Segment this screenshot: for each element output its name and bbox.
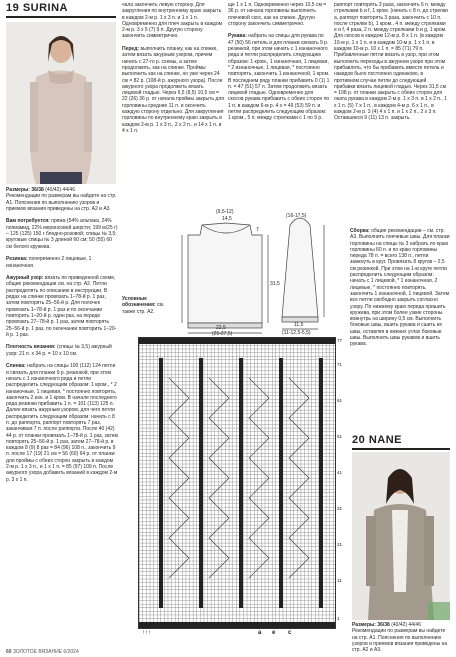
chart-row-numbers: [337, 338, 351, 628]
row-number: 51: [337, 434, 343, 439]
legend-heading: Условные обозначения:: [122, 296, 156, 309]
rib-text: попеременно 2 лицевые, 1 изнаночная.: [6, 256, 93, 269]
sizes-values: (40/42) 44/46: [43, 187, 75, 193]
density-text: (спицы № 3,5) ажурный узор: 21 п. х 34 р. = 10 х 10 см.: [6, 344, 114, 357]
column-5: [350, 228, 450, 408]
sizes-text: Рекомендации по размерам вы найдете на стр. А1. Пояснения по выполнению узоров и приемов вязания приведены на стр. А2 и А3.: [6, 193, 118, 212]
section-title: NANE: [368, 434, 402, 446]
model-photo-surina: [6, 22, 116, 184]
header-rule: [6, 16, 116, 18]
materials-heading: Вам потребуется:: [6, 218, 50, 225]
sizes-heading: Размеры: 36/38: [352, 622, 390, 628]
dim-length: 31,5: [270, 281, 280, 287]
knitting-chart: [138, 337, 336, 629]
assembly-text: общие рекомендации – см. стр. А3. Выполнить плечевые швы. Для планки горловины на спицы № 3 набрать по краю горловины 60 п. и по краю горловины переда 78 п. = всего 138 п., петли замкнуть в круг. Провязать 8 кругов – 2,5 см резинкой. При этом на 1-м круге петли распределить следующим образом: начать с 1 лицевой, * 1 изнаночная, 2 лицевые, * постоянно повторять, закончить 1 изнаночной, 1 лицевой. Затем все петли свободно закрыть согласно узору. По нижнему краю переда пришить кружева, при этом более узкие стороны вовнутрь на ширину 0,5 см. Выполнить боковые швы, вшить рукава и сшить их швы, оставляя в нижних углах боковые швы. Выполнить швы рукавов и вшить рукава.: [350, 228, 451, 348]
col2-text: чала закончить левую сторону. Для закругления по внутреннему краю закрыть в каждом 2-м р. 1 х 3 п. и 1 х 1 п. Одновременно для плеч закрыть в каждом 2-м р. 3 х 5 (7) 9 п. Другую сторону закончить симметрично.: [122, 2, 224, 40]
front-text: выполнить планку, как на спинке, затем вязать ажурным узором, причем начать с 27-го р. схемы, а затем продолжить, как на спинке. Проймы выполнить как на спинке, но уже через 24 см = 82 р. (108-й р. ажурного узора). После ажурного узора продолжить вязать лицевой гладью. Через 6,5 (8,5) 10,5 см = 22 (26) 36 р. от начала проймы закрыть для горловины средние 11 п. и окончить каждую сторону отдельно. Для закругления горловины по внутреннему краю закрыть в каждом 2-м р. 1 х 3 п., 2 х 2 п., и 14 х 1 п. и 4 х 1 п.: [122, 46, 226, 134]
column-4: [334, 2, 448, 202]
page-footer: [6, 649, 79, 655]
col4-text: раппорт повторять 3 раза, закончить 6 п. между стрелками b и f, 1 кром. (начать с 8 п. до стрелки а, раппорт повторять 3 раза, закончить с 10 п. после стрелки b), 1 кром., 4 п. между стрелками e и f, 4 раза, 2 п. между стрелками b и g, 1 кром. Для скосов в каждом 12-м р. 8 х 1 п. (в каждом 10-м р. 1 х 1 п. и в каждом 10-м р. 1 х 1 п. в каждом 10-м р. 10 х 1 п. = 85 (71) 79 п. Прибавленные петли вязать в узор, при этом выполнить переходы в ажурном узоре при этом прибавлять, что бы прибавить вместе петель и накидов было постоянно одинаково, в противном случае петли до следующей прибавки вязать лицевой гладью. Через 31,5 см = 108 р. от планки закрыть с обеих сторон для окатa рукава в каждом 2-м р. 1 х 3 п. и 1 х 2 п., 1 х 1 п. (5) 7 х 1 п., в каждом 4-м р. 6 х 1 п., в каждом 2-м р. 3 (4) 4 х 1 п. и 1 х 2 п., 2 х 3 п. Оставшиеся 9 (11) 13 п. закрыть.: [334, 2, 450, 122]
marker-a: a: [258, 630, 262, 636]
row-number: 11: [337, 578, 342, 583]
lace-heading: Ажурный узор:: [6, 275, 44, 282]
section-header-20: [352, 434, 402, 446]
page-number: 60: [6, 649, 12, 655]
journal-name: ЗОЛОТОЕ ВЯЗАНИЕ 6/2024: [12, 649, 79, 655]
dim-sleeve-top: (16-17,5): [286, 213, 307, 219]
dim-sleeve-bottom-sizes: (11-12,5-5,5): [282, 330, 311, 336]
section-number: 19: [6, 2, 20, 14]
row-number: 41: [337, 470, 343, 475]
sleeves-text: набрать на спицы для рукава по 47 (50) 56 петель и для планки связать 9 р. резинкой, при этом начать с 1 изнаночного ряда и петли распределить следующим образом: 1 кром., 1 изнаночная, 1 лицевая, * 2 изнаночные, 1 лицевая, * постоянно повторять, закончить 1 изнаночной, 1 кром. В последнем ряду планки прибавить 0 (1) 1 п. = 47 (51) 57 п. Затем продолжить вязать лицевой гладью. Одновременно для скосов рукава прибавить с обеих сторон по 1 п. в каждом 6-м р. 4 х = 49 (53) 59 п. и петли распределить следующим образом: 1 кром., 5 п. между стрелками с 1 по 9 р.: [228, 33, 331, 122]
header-rule: [352, 448, 450, 450]
row-number: 31: [337, 506, 343, 511]
sizes-text: Рекомендации по размерам вы найдете на стр. А1. Пояснения по выполнению узоров и приемов вязания приведены на стр. А2 и А3.: [352, 628, 449, 654]
column-3: [228, 2, 330, 202]
sleeves-heading: Рукава:: [228, 33, 247, 40]
section-number: 20: [352, 434, 366, 446]
dim-seven: 7: [256, 227, 259, 233]
dim-sleeve-bottom: 11,5: [294, 322, 304, 328]
marker-c: c: [288, 630, 292, 636]
dim-shoulder: 14,5: [222, 216, 232, 222]
marker-e: e: [272, 630, 276, 636]
row-number: 77: [337, 338, 343, 343]
front-heading: Перед:: [122, 46, 140, 53]
schematic-diagram: [178, 205, 348, 335]
density-heading: Плотность вязания:: [6, 344, 56, 351]
sizes-values: (40/42) 44/46: [389, 622, 421, 628]
dim-bottom-sizes: (25-27,5): [212, 331, 233, 337]
row-number: 1: [337, 616, 340, 621]
lace-text: вязать по приведенной схеме, общие рекомендации см. на стр. А2. Петли распределять по описанию в инструкции. В рядах на спинке провязать 1–78-й р. 1 раз, затем повторять 25–56-й р. Для полочек провязать 1–78-й р. 1 раз и по окончании повторить 1–20-й р. один раз, на переде провязать 27–78-й р. 1 раз, затем повторять 25–56-й р. 1 раз, по окончании повторить 1–20-й р. 1 раз.: [6, 275, 117, 338]
section-header-19: [6, 2, 68, 14]
column-1: [6, 187, 118, 649]
back-heading: Спинка:: [6, 363, 26, 370]
legend-text: см. также стр. А2.: [122, 302, 166, 315]
row-number: 21: [337, 542, 343, 547]
column-2: [122, 2, 224, 202]
col3-text: ще 1 х 1 п. Одновременно через 10,5 см = 36 р. от начала горловины выполнить плечевой скос, как на спинке. Другую сторону закончить симметрично.: [228, 2, 328, 27]
sizes-heading: Размеры: 36/38: [6, 187, 44, 193]
row-number: 61: [337, 398, 343, 403]
nane-sizes: [352, 622, 452, 656]
section-title: SURINA: [22, 2, 68, 14]
assembly-heading: Сборка:: [350, 228, 370, 234]
dim-neck: (9,5-12): [216, 209, 234, 215]
materials-text: пряжа (54% альпака, 24% полиамид, 22% меринсовой шерсти; 199 м/25 г) – 125 (125) 150 г бледно-розовой; спицы № 3,5; круговые спицы № 3 длиной 60 см; 50 (55) 60 см белого кружева.: [6, 218, 119, 250]
rib-heading: Резинка:: [6, 256, 28, 263]
model-photo-nane: [352, 452, 450, 620]
legend: [122, 296, 178, 326]
back-text: набрать на спицы 100 (112) 124 петли и связать для планки 9 р. резинкой, при этом начать с 1 изнаночного ряда и петли распределить следующим образом: 1 кром., * 2 изнаночные, 1 лицевая, * постоянно повторять, закончить 2 изн. и 1 кром. В начале последнего ряда резинки прибавить 1 п. = 101 (113) 125 п. Далее вязать ажурным узором, для чего петли распределить следующим образом: начать с 8 п. до раппорта, раппорт повторять 7 раз, заканчивая 7 п. после раппорта. После 40 (42) 44 р. от планки провязать 1–78-й р. 1 раз, затем повторять 25–56-й р. 1 раз, затем 27–78-й р. в каждом 8 (9) 8 раз = 84 (96) 108 п., закончить 9 п. после 17 (19) 21 см = 56 (60) 64 р. от планки для проймы с обеих сторон закрыть в каждом 2-м р. 1 х 3 п., и 1 х 1 п. = 85 (97) 109 п. После ажурного узора добавить вязаний в каждом 2-м р. 3 х 1 п.: [6, 363, 120, 483]
dim-bottom: 22,5: [216, 325, 226, 331]
row-number: 71: [337, 362, 343, 367]
